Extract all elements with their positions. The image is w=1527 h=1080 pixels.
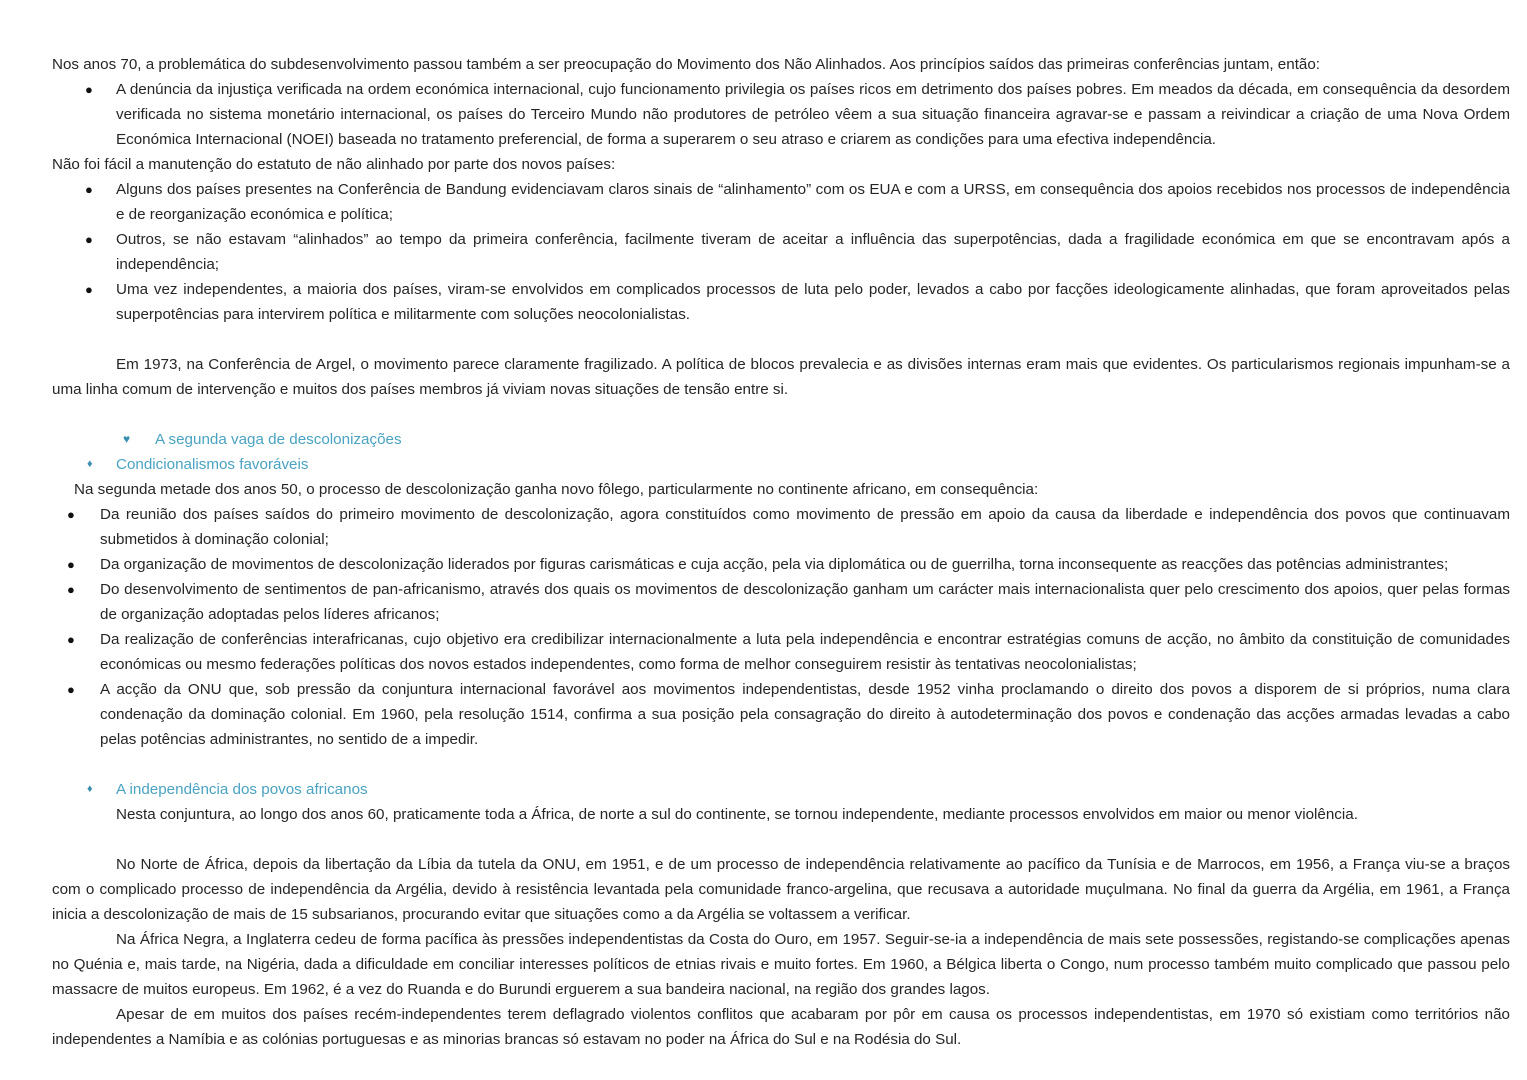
- list-item: ● A denúncia da injustiça verificada na ordem económica internacional, cujo funcionamento privilegia os países ricos em detrimento dos países pobres. Em meados da década, em consequência da desordem verificada no sistema monetário internacional, os países do Terceiro Mundo não produtores de petróleo vêem a sua situação financeira agravar-se e passam a reivindicar a criação de uma Nova Ordem Económica Internacional (NOEI) baseada no tratamento preferencial, de forma a superarem o seu atraso e criarem as condições para uma efectiva independência.: [52, 77, 1510, 152]
- list-item: ● Uma vez independentes, a maioria dos países, viram-se envolvidos em complicados processos de luta pelo poder, levados a cabo por facções ideologicamente alinhadas, que foram aproveitados pelas superpotências para intervirem política e militarmente com soluções neocolonialistas.: [52, 277, 1510, 327]
- spacer: [52, 402, 1510, 427]
- list-item: ● Outros, se não estavam “alinhados” ao tempo da primeira conferência, facilmente tiveram de aceitar a influência das superpotências, dada a fragilidade económica em que se encontravam após a independência;: [52, 227, 1510, 277]
- subsection-heading-independencia: [52, 777, 1510, 802]
- block2-intro: Não foi fácil a manutenção do estatuto de não alinhado por parte dos novos países:: [52, 156, 616, 173]
- bullet-icon: ●: [67, 682, 75, 697]
- block2-bullet-list: [52, 177, 1510, 327]
- document-page: [52, 52, 1510, 1052]
- spacer: [52, 827, 1510, 852]
- list-item: ● Alguns dos países presentes na Conferência de Bandung evidenciavam claros sinais de “alinhamento” com os EUA e com a URSS, em consequência dos apoios recebidos nos processos de independência e de reorganização económica e política;: [52, 177, 1510, 227]
- spacer: [52, 752, 1510, 777]
- list-item: ● Do desenvolvimento de sentimentos de pan-africanismo, através dos quais os movimentos de descolonização ganham um carácter mais internacionalista quer pelo crescimento dos apoios, quer pelas formas de organização adoptadas pelos líderes africanos;: [52, 577, 1510, 627]
- subsection2-intro: Nesta conjuntura, ao longo dos anos 60, praticamente toda a África, de norte a sul do continente, se tornou independente, mediante processos envolvidos em maior ou menor violência.: [116, 806, 1358, 823]
- paragraph-africa-negra: Na África Negra, a Inglaterra cedeu de forma pacífica às pressões independentistas da Costa do Ouro, em 1957. Seguir-se-ia a independência de mais sete possessões, registando-se complicações apenas no Quénia e, mais tarde, na Nigéria, dada a dificuldade em conciliar interesses políticos de etnias rivais e muito fortes. Em 1960, a Bélgica liberta o Congo, num processo também muito complicado que passou pelo massacre de muitos europeus. Em 1962, é a vez do Ruanda e do Burundi erguerem a sua bandeira nacional, na região dos grandes lagos.: [52, 931, 1510, 998]
- spacer: [52, 327, 1510, 352]
- list-item: ● Da organização de movimentos de descolonização liderados por figuras carismáticas e cuja acção, pela via diplomática ou de guerrilha, torna inconsequente as reacções das potências administrantes;: [52, 552, 1510, 577]
- subsection-heading-text: A independência dos povos africanos: [116, 781, 368, 798]
- bullet-icon: ●: [67, 582, 75, 597]
- bullet-icon: ●: [85, 232, 93, 247]
- paragraph-norte-africa: No Norte de África, depois da libertação da Líbia da tutela da ONU, em 1951, e de um processo de independência relativamente ao pacífico da Tunísia e de Marrocos, em 1956, a França viu-se a braços com o complicado processo de independência da Argélia, devido à resistência levantada pela comunidade franco-argelina, que recusava a autoridade muçulmana. No final da guerra da Argélia, em 1961, a França inicia a descolonização de mais de 15 subsarianos, procurando evitar que situações como a da Argélia se voltassem a verificar.: [52, 856, 1510, 923]
- block1-intro: Nos anos 70, a problemática do subdesenvolvimento passou também a ser preocupação do Movimento dos Não Alinhados. Aos princípios saídos das primeiras conferências juntam, então:: [52, 56, 1321, 73]
- argel-paragraph: Em 1973, na Conferência de Argel, o movimento parece claramente fragilizado. A política de blocos prevalecia e as divisões internas eram mais que evidentes. Os particularismos regionais impunham-se a uma linha comum de intervenção e muitos dos países membros já viviam novas situações de tensão entre si.: [52, 356, 1510, 398]
- block1-bullet-list: [52, 77, 1510, 152]
- diamond-bullet-icon: ♦: [87, 458, 93, 470]
- bullet-icon: ●: [85, 82, 93, 97]
- list-item: ● Da reunião dos países saídos do primeiro movimento de descolonização, agora constituídos como movimento de pressão em apoio da causa da liberdade e independência dos povos que continuavam submetidos à dominação colonial;: [52, 502, 1510, 552]
- section-heading-text: A segunda vaga de descolonizações: [155, 431, 402, 448]
- subsection-heading-text: Condicionalismos favoráveis: [116, 456, 309, 473]
- list-item: ● A acção da ONU que, sob pressão da conjuntura internacional favorável aos movimentos independentistas, desde 1952 vinha proclamando o direito dos povos a disporem de si próprios, numa clara condenação da dominação colonial. Em 1960, pela resolução 1514, confirma a sua posição pela consagração do direito à autodeterminação dos povos e condenação das acções armadas levadas a cabo pelas potências administrantes, no sentido de a impedir.: [52, 677, 1510, 752]
- paragraph-1970: Apesar de em muitos dos países recém-independentes terem deflagrado violentos conflitos que acabaram por pôr em causa os processos independentistas, em 1970 só existiam como territórios não independentes a Namíbia e as colónias portuguesas e as minorias brancas só estavam no poder na África do Sul e na Rodésia do Sul.: [52, 1006, 1510, 1048]
- subsection1-intro: Na segunda metade dos anos 50, o processo de descolonização ganha novo fôlego, particularmente no continente africano, em consequência:: [74, 481, 1039, 498]
- list-item: ● Da realização de conferências interafricanas, cujo objetivo era credibilizar internacionalmente a luta pela independência e encontrar estratégias comuns de acção, no âmbito da constituição de comunidades económicas ou mesmo federações políticas dos novos estados independentes, como forma de melhor conseguirem resistir às tentativas neocolonialistas;: [52, 627, 1510, 677]
- bullet-icon: ●: [85, 282, 93, 297]
- bullet-icon: ●: [67, 507, 75, 522]
- bullet-icon: ●: [67, 632, 75, 647]
- heart-bullet-icon: ♥: [123, 432, 131, 446]
- bullet-icon: ●: [85, 182, 93, 197]
- subsection-heading-condicionalismos: [52, 452, 1510, 477]
- subsection1-bullet-list: [52, 502, 1510, 752]
- bullet-icon: ●: [67, 557, 75, 572]
- diamond-bullet-icon: ♦: [87, 783, 93, 795]
- section-heading: [52, 427, 1510, 452]
